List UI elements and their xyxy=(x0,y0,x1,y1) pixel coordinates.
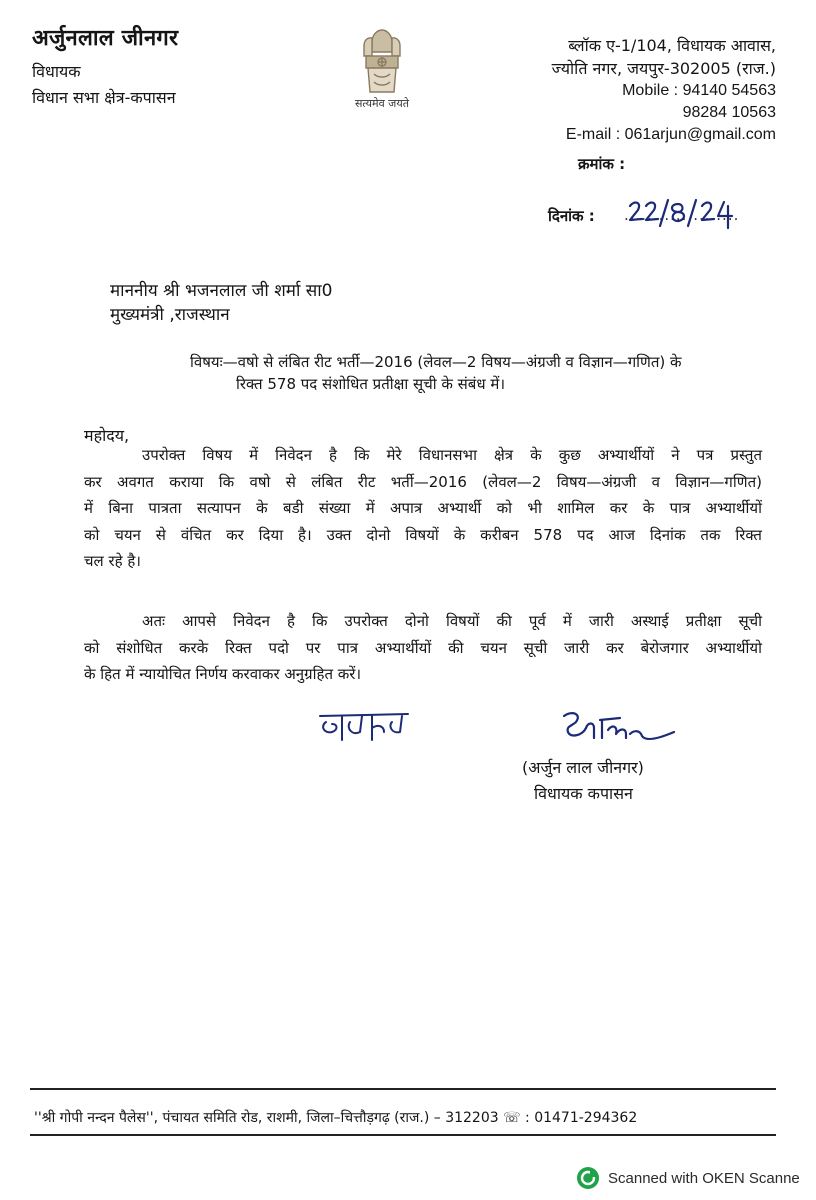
body-line: कर अवगत कराया कि वषो से लंबित रीट भर्ती—2016 (लेवल—2 विषय—अंग्रजी व विज्ञान—गणित) xyxy=(84,472,762,491)
sender-name: अर्जुनलाल जीनगर xyxy=(32,26,179,51)
subject-line-1: विषयः—वषो से लंबित रीट भर्ती—2016 (लेवल—2 विषय—अंग्रजी व विज्ञान—गणित) के xyxy=(190,353,682,371)
footer-divider-top xyxy=(30,1088,776,1090)
salutation: महोदय, xyxy=(84,426,130,445)
body-line: को चयन से वंचित कर दिया है। उक्त दोनो विषयों के करीबन 578 पद आज दिनांक तक रिक्त xyxy=(84,525,762,544)
signer-title: विधायक कपासन xyxy=(534,784,633,803)
handwritten-signature xyxy=(560,708,680,756)
body-paragraph-1 xyxy=(84,442,762,575)
recipient-line-2: मुख्यमंत्री ,राजस्थान xyxy=(110,305,230,325)
signer-name: (अर्जुन लाल जीनगर) xyxy=(522,758,644,777)
mobile-line-2: 98284 10563 xyxy=(682,104,776,121)
body-line: में बिना पात्रता सत्यापन के बडी संख्या में अपात्र अभ्यार्थी को भी शामिल कर के पात्र अभ्यार्थीयों xyxy=(84,499,762,517)
date-dotted-line: .................... xyxy=(624,206,740,224)
sender-constituency: विधान सभा क्षेत्र-कपासन xyxy=(32,88,176,107)
scanner-watermark xyxy=(576,1164,800,1192)
body-line: चल रहे है। xyxy=(84,552,141,570)
body-paragraph-2 xyxy=(84,608,762,688)
footer-address: ''श्री गोपी नन्दन पैलेस'', पंचायत समिति रोड, राशमी, जिला–चित्तौड़गढ़ (राज.) – 312203 ☏ : 01471-294362 xyxy=(34,1110,638,1126)
body-line: के हित में न्यायोचित निर्णय करवाकर अनुग्रहित करें। xyxy=(84,665,362,683)
reference-label: क्रमांक : xyxy=(578,155,626,173)
body-line: अतः आपसे निवेदन है कि उपरोक्त दोनो विषयों की पूर्व में जारी अस्थाई प्रतीक्षा सूची xyxy=(142,612,762,630)
date-label: दिनांक : xyxy=(548,207,595,225)
oken-scanner-logo-icon xyxy=(576,1166,600,1190)
email-line: E-mail : 061arjun@gmail.com xyxy=(565,126,776,143)
handwritten-sadar xyxy=(316,706,412,746)
body-line: को संशोधित करके रिक्त पदो पर पात्र अभ्यार्थीयों की चयन सूची जारी कर बेरोजगार अभ्यार्थीयो xyxy=(84,638,762,657)
recipient-line-1: माननीय श्री भजनलाल जी शर्मा सा0 xyxy=(110,281,333,301)
body-line: उपरोक्त विषय में निवेदन है कि मेरे विधानसभा क्षेत्र के कुछ अभ्यार्थीयों ने पत्र प्रस्तुत xyxy=(142,446,762,464)
motto: सत्यमेव जयते xyxy=(354,97,409,110)
mobile-line-1: Mobile : 94140 54563 xyxy=(622,82,776,99)
address-line-2: ज्योति नगर, जयपुर-302005 (राज.) xyxy=(551,59,776,78)
address-line-1: ब्लॉक ए-1/104, विधायक आवास, xyxy=(568,36,776,55)
handwritten-date xyxy=(624,196,752,232)
sender-designation: विधायक xyxy=(32,62,81,81)
scanner-text: Scanned with OKEN Scanne xyxy=(608,1169,800,1187)
subject-line-2: रिक्त 578 पद संशोधित प्रतीक्षा सूची के संबंध में। xyxy=(236,375,506,393)
footer-divider-bottom xyxy=(30,1134,776,1136)
